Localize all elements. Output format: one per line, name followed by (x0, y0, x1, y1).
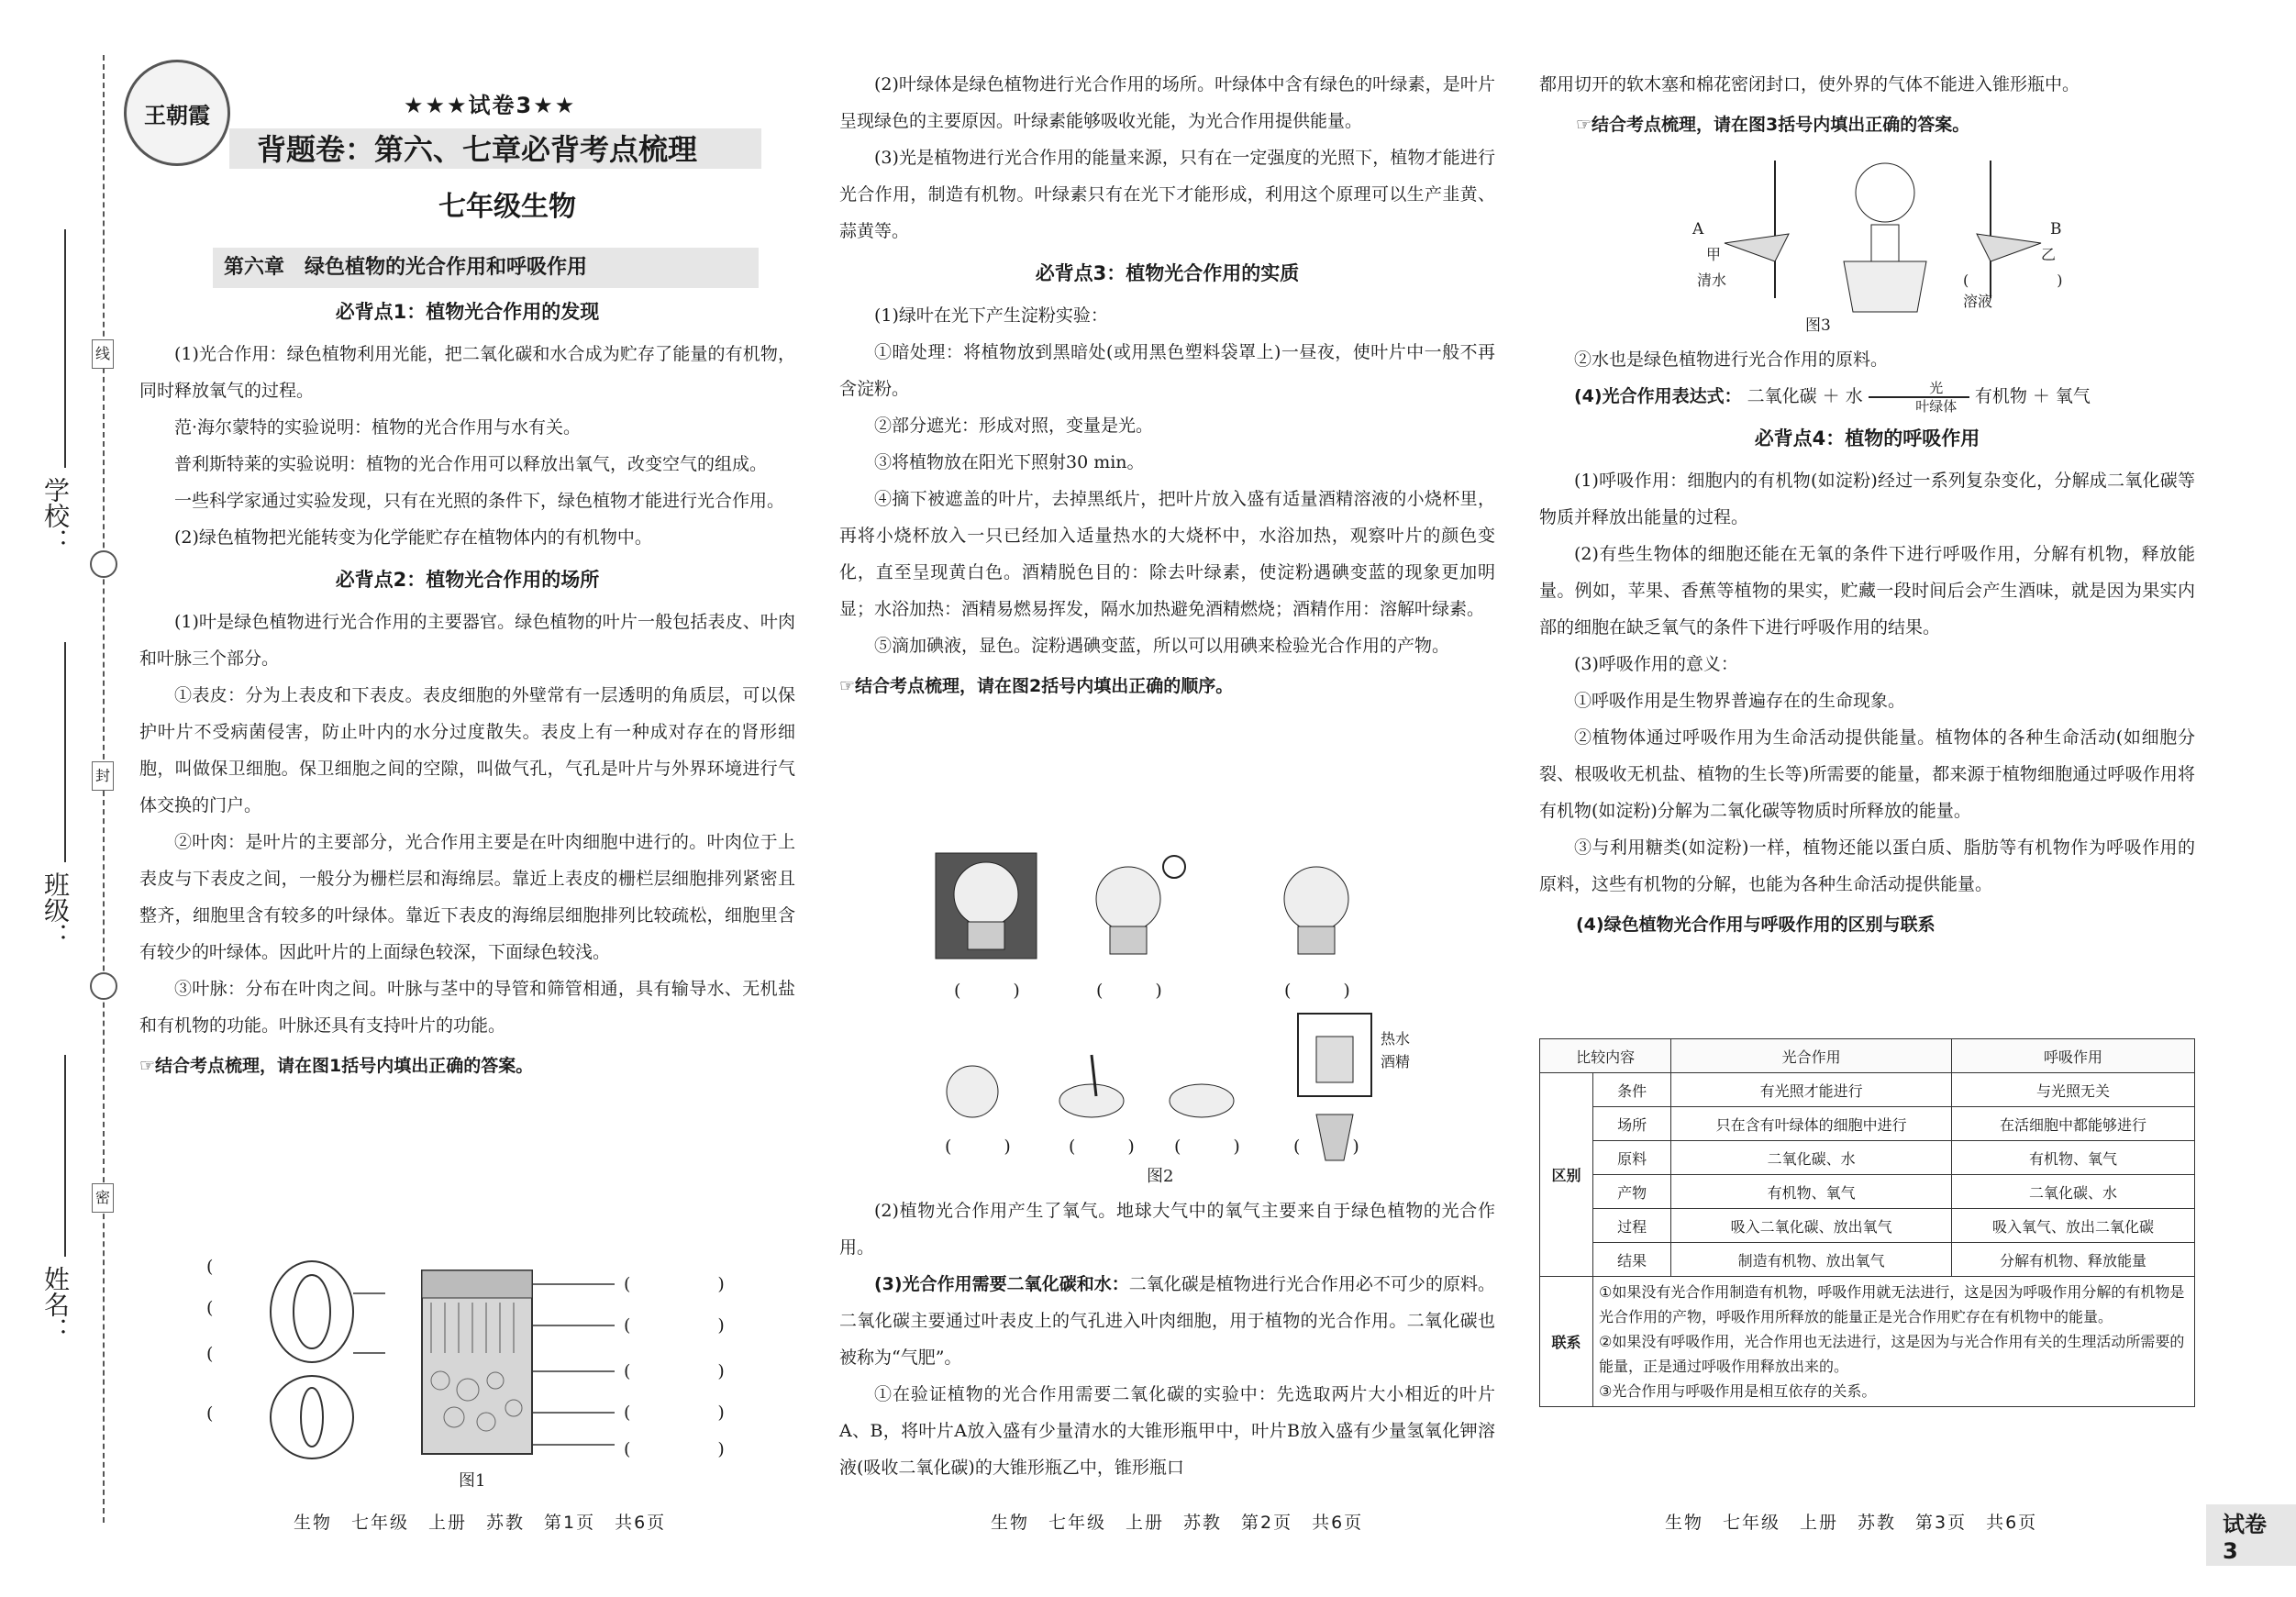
paragraph: (1)光合作用：绿色植物利用光能，把二氧化碳和水合成为贮存了能量的有机物，同时释放氧气的过程。 (139, 344, 795, 401)
name-label: 姓名： (40, 1266, 71, 1343)
figure-2-caption: 图2 (1147, 1167, 1174, 1186)
col-header: 光合作用 (1671, 1039, 1952, 1073)
table-cell: 只在含有叶绿体的细胞中进行 (1671, 1107, 1952, 1141)
column-3 (1539, 66, 2195, 147)
table-cell: 产物 (1593, 1175, 1671, 1209)
class-fill-line (64, 642, 66, 862)
paragraph: ①在验证植物的光合作用需要二氧化碳的实验中：先选取两片大小相近的叶片A、B，将叶片A放入盛有少量清水的大锥形瓶甲中，叶片B放入盛有少量氢氧化钾溶液(吸收二氧化碳)的大锥形瓶乙中，锥形瓶口 (839, 1384, 1495, 1478)
chapter-title: 第六章 绿色植物的光合作用和呼吸作用 (213, 248, 759, 288)
paragraph: 都用切开的软木塞和棉花密闭封口，使外界的气体不能进入锥形瓶中。 (1539, 74, 2080, 94)
table-title: (4)绿色植物光合作用与呼吸作用的区别与联系 (1576, 915, 1936, 935)
table-row (1540, 1073, 2195, 1107)
point2-title: 必背点2：植物光合作用的场所 (335, 569, 600, 591)
paragraph: ②水也是绿色植物进行光合作用的原料。 (1574, 349, 1889, 370)
paragraph: (2)叶绿体是绿色植物进行光合作用的场所。叶绿体中含有绿色的叶绿素，是叶片呈现绿色的主要原因。叶绿素能够吸收光能，为光合作用提供能量。 (839, 74, 1495, 131)
paragraph: (1)呼吸作用：细胞内的有机物(如淀粉)经过一系列复杂变化，分解成二氧化碳等物质并释放出能量的过程。 (1539, 471, 2195, 527)
figure-2-experiment-steps: ( ) ( ) ( ) ( ) ( ) ( ) ( ) 热水 酒精 (908, 848, 1440, 1179)
column-1 (139, 248, 795, 1088)
table-row (1540, 1209, 2195, 1243)
table-cell: 吸入二氧化碳、放出氧气 (1671, 1209, 1952, 1243)
table-row (1540, 1277, 2195, 1407)
figure-3-co2-experiment (1688, 151, 2073, 335)
point4-title: 必背点4：植物的呼吸作用 (1754, 427, 1980, 449)
paragraph: ③叶脉：分布在叶肉之间。叶脉与茎中的导管和筛管相通，具有输导水、无机盐和有机物的功能。叶脉还具有支持叶片的功能。 (139, 979, 795, 1036)
figure-1-leaf-section: ( ( ( ( ( ) ( ) ( ) ( ) ( ) (202, 1252, 734, 1463)
table-row (1540, 1175, 2195, 1209)
footer-page-1: 生物 七年级 上册 苏教 第1页 共6页 (294, 1513, 667, 1533)
binding-hole (90, 972, 117, 1000)
paragraph: (3)呼吸作用的意义： (1574, 654, 1738, 674)
paragraph: (2)有些生物体的细胞还能在无氧的条件下进行呼吸作用，分解有机物，释放能量。例如，苹果、香蕉等植物的果实，贮藏一段时间后会产生酒味，就是因为果实内部的细胞在缺乏氧气的条件下进行呼吸作用的结果。 (1539, 544, 2195, 638)
paragraph: (3)光是植物进行光合作用的能量来源，只有在一定强度的光照下，植物才能进行光合作用，制造有机物。叶绿素只有在光下才能形成，利用这个原理可以生产韭黄、蒜黄等。 (839, 148, 1495, 241)
table-cell: 二氧化碳、水 (1952, 1175, 2195, 1209)
class-label: 班级： (40, 871, 71, 948)
label-yi: 乙 (2041, 246, 2057, 263)
link-text: ②如果没有呼吸作用，光合作用也无法进行，这是因为与光合作用有关的生理活动所需要的能量，正是通过呼吸作用释放出来的。 (1599, 1333, 2185, 1375)
figure-3-caption: 图3 (1805, 316, 1831, 335)
table-cell: 分解有机物、释放能量 (1952, 1243, 2195, 1277)
paragraph: (2)绿色植物把光能转变为化学能贮存在植物体内的有机物中。 (174, 527, 652, 548)
exam-tag: ★★★试卷3★★ (404, 93, 577, 118)
paragraph: ③将植物放在阳光下照射30 min。 (874, 452, 1145, 472)
column-2 (839, 66, 1495, 708)
binding-hole (90, 550, 117, 578)
seal-mark-seal: 封 (92, 761, 114, 791)
figure2-hint: ☞结合考点梳理，请在图2括号内填出正确的顺序。 (839, 676, 1234, 696)
point1-title: 必背点1：植物光合作用的发现 (335, 301, 600, 323)
table-cell: 过程 (1593, 1209, 1671, 1243)
school-label: 学校： (40, 477, 71, 554)
label-water: 清水 (1697, 272, 1727, 289)
table-row (1540, 1243, 2195, 1277)
table-cell: 与光照无关 (1952, 1073, 2195, 1107)
paragraph: ①表皮：分为上表皮和下表皮。表皮细胞的外壁常有一层透明的角质层，可以保护叶片不受病菌侵害，防止叶内的水分过度散失。表皮上有一种成对存在的肾形细胞，叫做保卫细胞。保卫细胞之间的空隙，叫做气孔，气孔是叶片与外界环境进行气体交换的门户。 (139, 685, 795, 815)
label-alcohol: 酒精 (1381, 1053, 1411, 1070)
page-title: 背题卷：第六、七章必背考点梳理 (257, 132, 698, 167)
table-cell: 结果 (1593, 1243, 1671, 1277)
label-a: A (1692, 220, 1704, 238)
paragraph: ④摘下被遮盖的叶片，去掉黑纸片，把叶片放入盛有适量酒精溶液的小烧杯里，再将小烧杯放入一只已经加入适量热水的大烧杯中，水浴加热，观察叶片的颜色变化，直至呈现黄白色。酒精脱色目的：除去叶绿素，使淀粉遇碘变蓝的现象更加明显；水浴加热：酒精易燃易挥发，隔水加热避免酒精燃烧；酒精作用：溶解叶绿素。 (839, 489, 1495, 619)
table-cell: 有机物、氧气 (1952, 1141, 2195, 1175)
formula: (4)光合作用表达式： 二氧化碳 ＋ 水 光 叶绿体 有机物 ＋ 氧气 (1574, 380, 2091, 415)
col-header: 比较内容 (1540, 1039, 1671, 1073)
link-cell (1593, 1277, 2195, 1407)
name-fill-line (64, 1055, 66, 1257)
seal-mark-line: 线 (92, 339, 114, 369)
seal-mark-secret: 密 (92, 1183, 114, 1213)
footer-page-2: 生物 七年级 上册 苏教 第2页 共6页 (991, 1513, 1364, 1533)
experiment-steps-illustration (908, 848, 1440, 1179)
link-label: 联系 (1540, 1277, 1593, 1407)
figure1-hint: ☞结合考点梳理，请在图1括号内填出正确的答案。 (139, 1056, 534, 1076)
paragraph: 范·海尔蒙特的实验说明：植物的光合作用与水有关。 (174, 417, 582, 438)
paragraph: (1)叶是绿色植物进行光合作用的主要器官。绿色植物的叶片一般包括表皮、叶肉和叶脉三个部分。 (139, 612, 795, 669)
paragraph: (3)光合作用需要二氧化碳和水：二氧化碳是植物进行光合作用必不可少的原料。二氧化碳主要通过叶表皮上的气孔进入叶肉细胞，用于植物的光合作用。二氧化碳也被称为“气肥”。 (839, 1274, 1495, 1368)
link-text: ①如果没有光合作用制造有机物，呼吸作用就无法进行，这是因为呼吸作用分解的有机物是光合作用的产物，呼吸作用所释放的能量正是光合作用贮存在有机物中的能量。 (1599, 1283, 2185, 1325)
table-cell: 在活细胞中都能够进行 (1952, 1107, 2195, 1141)
paragraph: ③与利用糖类(如淀粉)一样，植物还能以蛋白质、脂肪等有机物作为呼吸作用的原料，这些有机物的分解，也能为各种生命活动提供能量。 (1539, 837, 2195, 894)
table-cell: 条件 (1593, 1073, 1671, 1107)
table-cell: 原料 (1593, 1141, 1671, 1175)
table-cell: 二氧化碳、水 (1671, 1141, 1952, 1175)
paragraph: (1)绿叶在光下产生淀粉实验： (874, 305, 1108, 326)
paragraph: ①暗处理：将植物放到黑暗处(或用黑色塑料袋罩上)一昼夜，使叶片中一般不再含淀粉。 (839, 342, 1495, 399)
col-header: 呼吸作用 (1952, 1039, 2195, 1073)
column-3-mid (1539, 341, 2195, 947)
figure3-hint: ☞结合考点梳理，请在图3括号内填出正确的答案。 (1576, 115, 1970, 135)
figure-1-caption: 图1 (459, 1471, 486, 1491)
corner-tag: 试卷3 (2206, 1504, 2296, 1566)
table-cell: 吸入氧气、放出二氧化碳 (1952, 1209, 2195, 1243)
paragraph: ②部分遮光：形成对照，变量是光。 (874, 416, 1154, 436)
label-jia: 甲 (1706, 246, 1722, 263)
diff-label: 区别 (1540, 1073, 1593, 1277)
paragraph: ②植物体通过呼吸作用为生命活动提供能量。植物体的各种生命活动(如细胞分裂、根吸收无机盐、植物的生长等)所需要的能量，都来源于植物细胞通过呼吸作用将有机物(如淀粉)分解为二氧化碳等物质时所释放的能量。 (1539, 727, 2195, 821)
paragraph: 一些科学家通过实验发现，只有在光照的条件下，绿色植物才能进行光合作用。 (174, 491, 785, 511)
paragraph: ②叶肉：是叶片的主要部分，光合作用主要是在叶肉细胞中进行的。叶肉位于上表皮与下表皮之间，一般分为栅栏层和海绵层。靠近上表皮的栅栏层细胞排列紧密且整齐，细胞里含有较多的叶绿体。靠近下表皮的海绵层细胞排列比较疏松，细胞里含有较少的叶绿体。因此叶片的上面绿色较深，下面绿色较浅。 (139, 832, 795, 962)
subject-title: 七年级生物 (438, 191, 576, 223)
table-row (1540, 1107, 2195, 1141)
table-cell: 制造有机物、放出氧气 (1671, 1243, 1952, 1277)
label-b: B (2050, 220, 2062, 238)
link-text: ③光合作用与呼吸作用是相互依存的关系。 (1599, 1382, 1877, 1400)
table-cell: 有光照才能进行 (1671, 1073, 1952, 1107)
column-2-lower (839, 1192, 1495, 1486)
label-hot-water: 热水 (1381, 1030, 1411, 1048)
table-row (1540, 1141, 2195, 1175)
paragraph: (2)植物光合作用产生了氧气。地球大气中的氧气主要来自于绿色植物的光合作用。 (839, 1201, 1495, 1258)
point3-title: 必背点3：植物光合作用的实质 (1035, 262, 1300, 284)
paragraph: ⑤滴加碘液，显色。淀粉遇碘变蓝，所以可以用碘来检验光合作用的产物。 (874, 636, 1450, 656)
school-fill-line (64, 229, 66, 468)
table-cell: 有机物、氧气 (1671, 1175, 1952, 1209)
brand-logo: 王朝霞 (124, 60, 230, 166)
label-solution: ( )溶液 (1963, 272, 2063, 310)
paragraph: 普利斯特莱的实验说明：植物的光合作用可以释放出氧气，改变空气的组成。 (174, 454, 768, 474)
footer-page-3: 生物 七年级 上册 苏教 第3页 共6页 (1665, 1513, 2038, 1533)
table-cell: 场所 (1593, 1107, 1671, 1141)
comparison-table (1539, 1038, 2195, 1407)
paragraph: ①呼吸作用是生物界普遍存在的生命现象。 (1574, 691, 1906, 711)
